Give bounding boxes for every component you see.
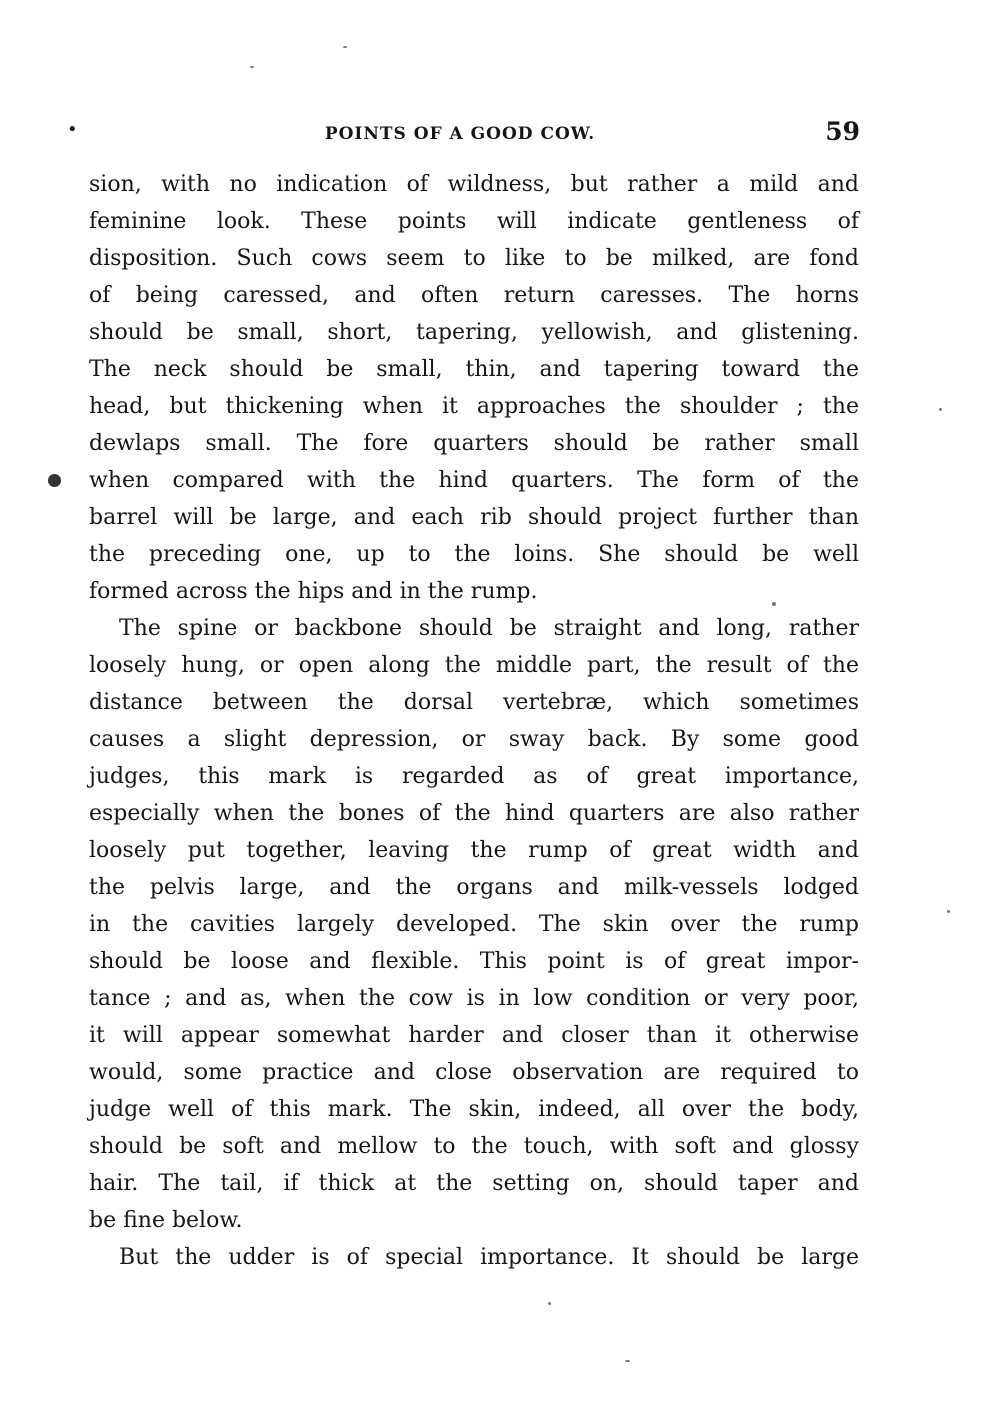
running-head	[60, 118, 860, 150]
text-line: the pelvis large, and the organs and milk-vessels lodged	[89, 875, 859, 900]
text-line: should be loose and flexible. This point is of great impor-	[89, 949, 859, 974]
text-line: The neck should be small, thin, and tapering toward the	[89, 357, 859, 382]
text-line: sion, with no indication of wildness, but rather a mild and	[89, 172, 859, 197]
scan-speck	[939, 408, 942, 411]
text-line: be fine below.	[89, 1208, 243, 1233]
paragraph-3	[89, 1239, 859, 1276]
text-line: tance ; and as, when the cow is in low condition or very poor,	[89, 986, 859, 1011]
text-line: head, but thickening when it approaches the shoulder ; the	[89, 394, 859, 419]
text-line: hair. The tail, if thick at the setting on, should taper and	[89, 1171, 859, 1196]
text-line: loosely hung, or open along the middle part, the result of the	[89, 653, 859, 678]
text-line: of being caressed, and often return caresses. The horns	[89, 283, 859, 308]
running-head-mark: •	[67, 119, 78, 140]
text-line: But the udder is of special importance. It should be large	[119, 1245, 859, 1270]
page-number: 59	[825, 117, 860, 146]
text-line: distance between the dorsal vertebræ, which sometimes	[89, 690, 859, 715]
body-text	[89, 166, 859, 1276]
scan-speck	[947, 910, 950, 913]
scan-speck	[548, 1302, 551, 1305]
text-line: formed across the hips and in the rump.	[89, 579, 538, 604]
text-line: loosely put together, leaving the rump of great width and	[89, 838, 859, 863]
text-line: judges, this mark is regarded as of great importance,	[89, 764, 859, 789]
paragraph-2	[89, 610, 859, 1239]
text-line: should be small, short, tapering, yellowish, and glistening.	[89, 320, 859, 345]
text-line: barrel will be large, and each rib should project further than	[89, 505, 859, 530]
text-line: when compared with the hind quarters. The form of the	[89, 468, 859, 493]
text-line: it will appear somewhat harder and closer than it otherwise	[89, 1023, 859, 1048]
scan-speck	[250, 66, 254, 68]
text-line: The spine or backbone should be straight and long, rather	[119, 616, 859, 641]
text-line: feminine look. These points will indicate gentleness of	[89, 209, 859, 234]
text-line: should be soft and mellow to the touch, with soft and glossy	[89, 1134, 859, 1159]
text-line: judge well of this mark. The skin, indeed, all over the body,	[89, 1097, 859, 1122]
margin-blot	[48, 474, 61, 487]
scan-speck	[625, 1360, 630, 1362]
scan-speck	[343, 46, 347, 48]
text-line: causes a slight depression, or sway back. By some good	[89, 727, 859, 752]
text-line: disposition. Such cows seem to like to be milked, are fond	[89, 246, 859, 271]
text-line: would, some practice and close observation are required to	[89, 1060, 859, 1085]
paragraph-1	[89, 166, 859, 610]
text-line: in the cavities largely developed. The skin over the rump	[89, 912, 859, 937]
scan-speck	[772, 602, 776, 606]
text-line: dewlaps small. The fore quarters should be rather small	[89, 431, 859, 456]
text-line: especially when the bones of the hind quarters are also rather	[89, 801, 859, 826]
text-line: the preceding one, up to the loins. She should be well	[89, 542, 859, 567]
running-head-title: POINTS OF A GOOD COW.	[324, 124, 596, 144]
